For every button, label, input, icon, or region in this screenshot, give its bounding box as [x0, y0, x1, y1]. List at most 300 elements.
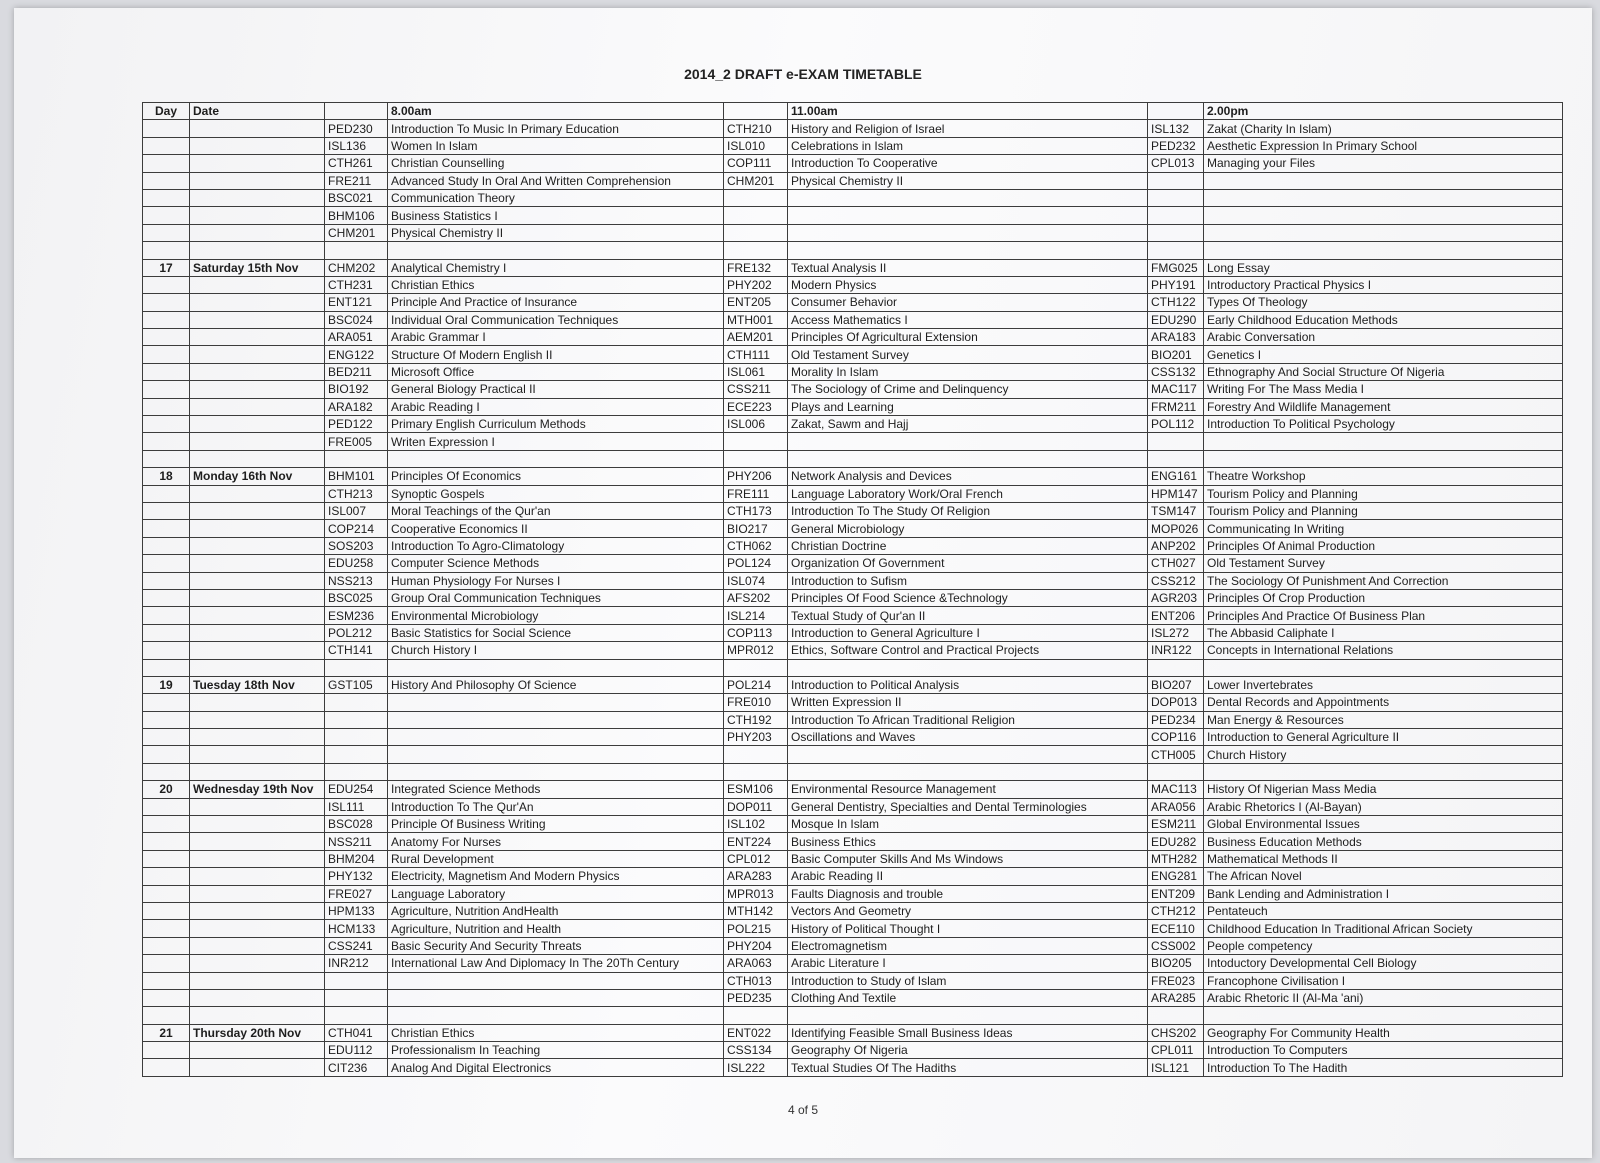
code-8am-cell [325, 972, 388, 989]
code-8am-cell: CHM202 [325, 259, 388, 276]
code-2pm-cell: CPL013 [1148, 155, 1204, 172]
date-cell: Wednesday 19th Nov [190, 781, 325, 798]
course-2pm-cell: Aesthetic Expression In Primary School [1204, 137, 1563, 154]
course-11am-cell: Vectors And Geometry [788, 902, 1148, 919]
table-row [143, 398, 1563, 415]
column-header: 11.00am [788, 103, 1148, 120]
date-cell [190, 607, 325, 624]
course-2pm-cell [1204, 172, 1563, 189]
date-cell [190, 520, 325, 537]
course-8am-cell: Advanced Study In Oral And Written Comprehension [388, 172, 724, 189]
course-11am-cell: The Sociology of Crime and Delinquency [788, 381, 1148, 398]
code-11am-cell [724, 242, 788, 259]
course-2pm-cell [1204, 659, 1563, 676]
course-11am-cell: Ethics, Software Control and Practical Projects [788, 642, 1148, 659]
day-cell [143, 920, 190, 937]
course-11am-cell: Organization Of Government [788, 555, 1148, 572]
date-cell [190, 450, 325, 467]
table-row [143, 172, 1563, 189]
course-2pm-cell: The Sociology Of Punishment And Correction [1204, 572, 1563, 589]
table-row [143, 833, 1563, 850]
table-row [143, 624, 1563, 641]
day-cell: 19 [143, 676, 190, 693]
code-2pm-cell [1148, 207, 1204, 224]
code-8am-cell: ISL136 [325, 137, 388, 154]
date-cell [190, 155, 325, 172]
code-8am-cell: COP214 [325, 520, 388, 537]
code-11am-cell [724, 763, 788, 780]
table-row [143, 485, 1563, 502]
course-2pm-cell [1204, 207, 1563, 224]
table-row [143, 137, 1563, 154]
code-2pm-cell: CTH027 [1148, 555, 1204, 572]
course-11am-cell [788, 450, 1148, 467]
course-2pm-cell: Principles Of Animal Production [1204, 537, 1563, 554]
code-2pm-cell: DOP013 [1148, 694, 1204, 711]
code-2pm-cell: COP116 [1148, 729, 1204, 746]
course-8am-cell [388, 763, 724, 780]
date-cell [190, 937, 325, 954]
day-cell [143, 381, 190, 398]
date-cell [190, 955, 325, 972]
course-11am-cell: Textual Studies Of The Hadiths [788, 1059, 1148, 1076]
table-row [143, 311, 1563, 328]
code-2pm-cell: CTH005 [1148, 746, 1204, 763]
course-8am-cell: Electricity, Magnetism And Modern Physics [388, 868, 724, 885]
course-11am-cell [788, 189, 1148, 206]
date-cell [190, 1042, 325, 1059]
day-cell: 21 [143, 1024, 190, 1041]
code-8am-cell [325, 694, 388, 711]
course-11am-cell: Electromagnetism [788, 937, 1148, 954]
course-11am-cell: Textual Study of Qur'an II [788, 607, 1148, 624]
code-8am-cell: CTH213 [325, 485, 388, 502]
code-8am-cell: HCM133 [325, 920, 388, 937]
code-8am-cell: POL212 [325, 624, 388, 641]
code-2pm-cell: ISL272 [1148, 624, 1204, 641]
course-2pm-cell [1204, 224, 1563, 241]
code-8am-cell: ISL007 [325, 502, 388, 519]
day-cell [143, 989, 190, 1006]
code-11am-cell: CSS211 [724, 381, 788, 398]
code-2pm-cell: FRE023 [1148, 972, 1204, 989]
table-row [143, 120, 1563, 137]
course-8am-cell: Agriculture, Nutrition AndHealth [388, 902, 724, 919]
code-11am-cell: PHY203 [724, 729, 788, 746]
code-2pm-cell: HPM147 [1148, 485, 1204, 502]
code-2pm-cell: CSS212 [1148, 572, 1204, 589]
code-11am-cell: FRE010 [724, 694, 788, 711]
course-8am-cell: Communication Theory [388, 189, 724, 206]
table-row [143, 816, 1563, 833]
course-2pm-cell: Pentateuch [1204, 902, 1563, 919]
table-row [143, 868, 1563, 885]
table-row [143, 537, 1563, 554]
date-cell [190, 833, 325, 850]
course-8am-cell: Integrated Science Methods [388, 781, 724, 798]
course-11am-cell: Plays and Learning [788, 398, 1148, 415]
course-8am-cell: Rural Development [388, 850, 724, 867]
course-8am-cell [388, 694, 724, 711]
course-11am-cell: Old Testament Survey [788, 346, 1148, 363]
day-cell [143, 798, 190, 815]
code-8am-cell: FRE211 [325, 172, 388, 189]
code-11am-cell [724, 659, 788, 676]
code-11am-cell: MPR012 [724, 642, 788, 659]
code-2pm-cell: ISL132 [1148, 120, 1204, 137]
page-number: 4 of 5 [787, 1103, 819, 1117]
course-11am-cell: General Microbiology [788, 520, 1148, 537]
code-8am-cell: HPM133 [325, 902, 388, 919]
day-cell [143, 711, 190, 728]
course-11am-cell: Geography Of Nigeria [788, 1042, 1148, 1059]
course-11am-cell: Written Expression II [788, 694, 1148, 711]
course-2pm-cell: Old Testament Survey [1204, 555, 1563, 572]
date-cell [190, 502, 325, 519]
code-11am-cell: PHY206 [724, 468, 788, 485]
course-8am-cell [388, 746, 724, 763]
code-11am-cell: COP111 [724, 155, 788, 172]
code-8am-cell: BSC021 [325, 189, 388, 206]
code-11am-cell: ISL214 [724, 607, 788, 624]
table-row [143, 294, 1563, 311]
code-11am-cell: ISL102 [724, 816, 788, 833]
course-11am-cell [788, 242, 1148, 259]
course-8am-cell: Analog And Digital Electronics [388, 1059, 724, 1076]
course-11am-cell: Celebrations in Islam [788, 137, 1148, 154]
date-cell [190, 189, 325, 206]
date-cell [190, 207, 325, 224]
code-2pm-cell [1148, 433, 1204, 450]
table-row [143, 416, 1563, 433]
code-11am-cell: MTH142 [724, 902, 788, 919]
course-2pm-cell: Global Environmental Issues [1204, 816, 1563, 833]
code-8am-cell [325, 450, 388, 467]
course-11am-cell: Physical Chemistry II [788, 172, 1148, 189]
code-2pm-cell: FRM211 [1148, 398, 1204, 415]
code-2pm-cell: PED232 [1148, 137, 1204, 154]
course-8am-cell: Synoptic Gospels [388, 485, 724, 502]
date-cell [190, 398, 325, 415]
code-11am-cell: ISL074 [724, 572, 788, 589]
course-11am-cell: Environmental Resource Management [788, 781, 1148, 798]
day-cell [143, 607, 190, 624]
code-8am-cell: BED211 [325, 363, 388, 380]
code-11am-cell: FRE111 [724, 485, 788, 502]
date-cell [190, 1059, 325, 1076]
course-8am-cell: Arabic Grammar I [388, 329, 724, 346]
code-2pm-cell: PHY191 [1148, 276, 1204, 293]
course-8am-cell: Anatomy For Nurses [388, 833, 724, 850]
course-2pm-cell: People competency [1204, 937, 1563, 954]
table-row [143, 607, 1563, 624]
exam-timetable [142, 102, 1563, 1077]
course-8am-cell: Basic Statistics for Social Science [388, 624, 724, 641]
course-2pm-cell: Arabic Conversation [1204, 329, 1563, 346]
table-row [143, 555, 1563, 572]
code-11am-cell: MPR013 [724, 885, 788, 902]
course-8am-cell [388, 242, 724, 259]
code-2pm-cell: POL112 [1148, 416, 1204, 433]
course-8am-cell: Arabic Reading I [388, 398, 724, 415]
code-2pm-cell [1148, 1007, 1204, 1024]
course-11am-cell: Identifying Feasible Small Business Ideas [788, 1024, 1148, 1041]
course-8am-cell: Christian Counselling [388, 155, 724, 172]
code-11am-cell: ESM106 [724, 781, 788, 798]
code-8am-cell: BSC025 [325, 589, 388, 606]
table-row [143, 729, 1563, 746]
course-8am-cell: Cooperative Economics II [388, 520, 724, 537]
course-8am-cell: Agriculture, Nutrition and Health [388, 920, 724, 937]
course-11am-cell: Zakat, Sawm and Hajj [788, 416, 1148, 433]
course-11am-cell [788, 746, 1148, 763]
code-2pm-cell: CTH212 [1148, 902, 1204, 919]
table-row [143, 346, 1563, 363]
code-8am-cell [325, 989, 388, 1006]
date-cell [190, 537, 325, 554]
course-11am-cell: Introduction to Sufism [788, 572, 1148, 589]
code-8am-cell: BIO192 [325, 381, 388, 398]
date-cell [190, 972, 325, 989]
date-cell [190, 989, 325, 1006]
table-row [143, 972, 1563, 989]
table-row [143, 955, 1563, 972]
code-2pm-cell [1148, 659, 1204, 676]
table-row [143, 989, 1563, 1006]
table-row [143, 711, 1563, 728]
code-11am-cell: AEM201 [724, 329, 788, 346]
code-8am-cell: ARA182 [325, 398, 388, 415]
table-row [143, 468, 1563, 485]
course-2pm-cell: The Abbasid Caliphate I [1204, 624, 1563, 641]
table-row [143, 502, 1563, 519]
date-cell: Thursday 20th Nov [190, 1024, 325, 1041]
code-11am-cell: CTH210 [724, 120, 788, 137]
course-2pm-cell [1204, 450, 1563, 467]
table-row [143, 763, 1563, 780]
day-cell [143, 902, 190, 919]
table-row [143, 920, 1563, 937]
code-2pm-cell: MAC113 [1148, 781, 1204, 798]
table-row [143, 329, 1563, 346]
code-8am-cell: ISL111 [325, 798, 388, 815]
course-11am-cell: Christian Doctrine [788, 537, 1148, 554]
code-2pm-cell: ANP202 [1148, 537, 1204, 554]
course-11am-cell: Introduction to General Agriculture I [788, 624, 1148, 641]
course-2pm-cell: Man Energy & Resources [1204, 711, 1563, 728]
course-11am-cell: Principles Of Food Science &Technology [788, 589, 1148, 606]
course-8am-cell: Environmental Microbiology [388, 607, 724, 624]
course-11am-cell [788, 1007, 1148, 1024]
course-2pm-cell: Early Childhood Education Methods [1204, 311, 1563, 328]
course-8am-cell: Human Physiology For Nurses I [388, 572, 724, 589]
code-2pm-cell: ESM211 [1148, 816, 1204, 833]
code-2pm-cell [1148, 242, 1204, 259]
day-cell [143, 763, 190, 780]
code-2pm-cell: ECE110 [1148, 920, 1204, 937]
column-header: 8.00am [388, 103, 724, 120]
code-11am-cell [724, 746, 788, 763]
code-2pm-cell: CTH122 [1148, 294, 1204, 311]
course-2pm-cell: Business Education Methods [1204, 833, 1563, 850]
course-2pm-cell: Managing your Files [1204, 155, 1563, 172]
course-2pm-cell: Tourism Policy and Planning [1204, 485, 1563, 502]
table-row [143, 1059, 1563, 1076]
code-11am-cell: ISL061 [724, 363, 788, 380]
code-8am-cell: ENT121 [325, 294, 388, 311]
course-2pm-cell: Types Of Theology [1204, 294, 1563, 311]
code-2pm-cell: CSS002 [1148, 937, 1204, 954]
course-2pm-cell [1204, 1007, 1563, 1024]
course-2pm-cell: The African Novel [1204, 868, 1563, 885]
code-2pm-cell: ENG161 [1148, 468, 1204, 485]
date-cell: Tuesday 18th Nov [190, 676, 325, 693]
day-cell [143, 311, 190, 328]
course-8am-cell: Group Oral Communication Techniques [388, 589, 724, 606]
day-cell [143, 537, 190, 554]
course-2pm-cell: Tourism Policy and Planning [1204, 502, 1563, 519]
code-11am-cell: ISL222 [724, 1059, 788, 1076]
code-2pm-cell: ENT206 [1148, 607, 1204, 624]
table-row [143, 885, 1563, 902]
code-2pm-cell: TSM147 [1148, 502, 1204, 519]
date-cell: Monday 16th Nov [190, 468, 325, 485]
day-cell [143, 937, 190, 954]
code-2pm-cell: ENG281 [1148, 868, 1204, 885]
day-cell [143, 242, 190, 259]
course-11am-cell: Business Ethics [788, 833, 1148, 850]
code-2pm-cell: MOP026 [1148, 520, 1204, 537]
day-cell [143, 207, 190, 224]
code-8am-cell: PED122 [325, 416, 388, 433]
course-8am-cell: Moral Teachings of the Qur'an [388, 502, 724, 519]
code-11am-cell [724, 433, 788, 450]
course-11am-cell: Language Laboratory Work/Oral French [788, 485, 1148, 502]
code-2pm-cell: CPL011 [1148, 1042, 1204, 1059]
course-11am-cell: Basic Computer Skills And Ms Windows [788, 850, 1148, 867]
course-2pm-cell: Writing For The Mass Media I [1204, 381, 1563, 398]
code-2pm-cell: PED234 [1148, 711, 1204, 728]
table-row [143, 207, 1563, 224]
code-8am-cell: INR212 [325, 955, 388, 972]
code-2pm-cell: ISL121 [1148, 1059, 1204, 1076]
course-8am-cell: Christian Ethics [388, 1024, 724, 1041]
code-8am-cell [325, 1007, 388, 1024]
date-cell [190, 276, 325, 293]
course-11am-cell: Clothing And Textile [788, 989, 1148, 1006]
course-8am-cell: Church History I [388, 642, 724, 659]
code-11am-cell: CSS134 [724, 1042, 788, 1059]
course-11am-cell: Arabic Literature I [788, 955, 1148, 972]
date-cell [190, 381, 325, 398]
code-11am-cell: CTH173 [724, 502, 788, 519]
code-8am-cell [325, 746, 388, 763]
day-cell [143, 224, 190, 241]
table-row [143, 381, 1563, 398]
code-11am-cell [724, 1007, 788, 1024]
table-row [143, 589, 1563, 606]
course-11am-cell: Introduction to Study of Islam [788, 972, 1148, 989]
day-cell [143, 363, 190, 380]
code-2pm-cell [1148, 224, 1204, 241]
day-cell [143, 694, 190, 711]
date-cell [190, 311, 325, 328]
date-cell [190, 694, 325, 711]
date-cell [190, 485, 325, 502]
date-cell [190, 642, 325, 659]
day-cell [143, 729, 190, 746]
code-8am-cell: CTH261 [325, 155, 388, 172]
course-2pm-cell: Principles Of Crop Production [1204, 589, 1563, 606]
code-8am-cell: PHY132 [325, 868, 388, 885]
day-cell: 18 [143, 468, 190, 485]
course-11am-cell: Arabic Reading II [788, 868, 1148, 885]
column-header [724, 103, 788, 120]
code-8am-cell [325, 729, 388, 746]
day-cell: 20 [143, 781, 190, 798]
code-2pm-cell: CSS132 [1148, 363, 1204, 380]
date-cell [190, 885, 325, 902]
header-row [143, 103, 1563, 120]
code-2pm-cell: BIO201 [1148, 346, 1204, 363]
table-row [143, 659, 1563, 676]
date-cell [190, 798, 325, 815]
code-8am-cell: BHM204 [325, 850, 388, 867]
course-8am-cell: Primary English Curriculum Methods [388, 416, 724, 433]
day-cell [143, 485, 190, 502]
day-cell [143, 555, 190, 572]
code-8am-cell: CTH141 [325, 642, 388, 659]
course-2pm-cell: Geography For Community Health [1204, 1024, 1563, 1041]
course-11am-cell: Consumer Behavior [788, 294, 1148, 311]
code-11am-cell: PED235 [724, 989, 788, 1006]
date-cell [190, 589, 325, 606]
course-8am-cell: Basic Security And Security Threats [388, 937, 724, 954]
course-2pm-cell [1204, 433, 1563, 450]
day-cell [143, 398, 190, 415]
course-8am-cell [388, 1007, 724, 1024]
code-11am-cell: ECE223 [724, 398, 788, 415]
table-row [143, 1042, 1563, 1059]
course-11am-cell: Oscillations and Waves [788, 729, 1148, 746]
day-cell [143, 589, 190, 606]
day-cell [143, 416, 190, 433]
date-cell [190, 850, 325, 867]
date-cell [190, 172, 325, 189]
course-2pm-cell: Theatre Workshop [1204, 468, 1563, 485]
course-8am-cell [388, 972, 724, 989]
table-row [143, 433, 1563, 450]
code-8am-cell [325, 242, 388, 259]
code-11am-cell: ENT022 [724, 1024, 788, 1041]
course-8am-cell [388, 450, 724, 467]
table-row [143, 259, 1563, 276]
course-8am-cell: Writen Expression I [388, 433, 724, 450]
table-row [143, 189, 1563, 206]
course-8am-cell: Language Laboratory [388, 885, 724, 902]
code-8am-cell: BHM101 [325, 468, 388, 485]
course-8am-cell: Computer Science Methods [388, 555, 724, 572]
course-2pm-cell: Introduction To The Hadith [1204, 1059, 1563, 1076]
course-2pm-cell: Arabic Rhetoric II (Al-Ma 'ani) [1204, 989, 1563, 1006]
code-11am-cell: ENT224 [724, 833, 788, 850]
course-8am-cell: Introduction To The Qur'An [388, 798, 724, 815]
course-2pm-cell: Introduction to General Agriculture II [1204, 729, 1563, 746]
code-8am-cell: ENG122 [325, 346, 388, 363]
day-cell [143, 659, 190, 676]
course-11am-cell [788, 207, 1148, 224]
day-cell [143, 329, 190, 346]
